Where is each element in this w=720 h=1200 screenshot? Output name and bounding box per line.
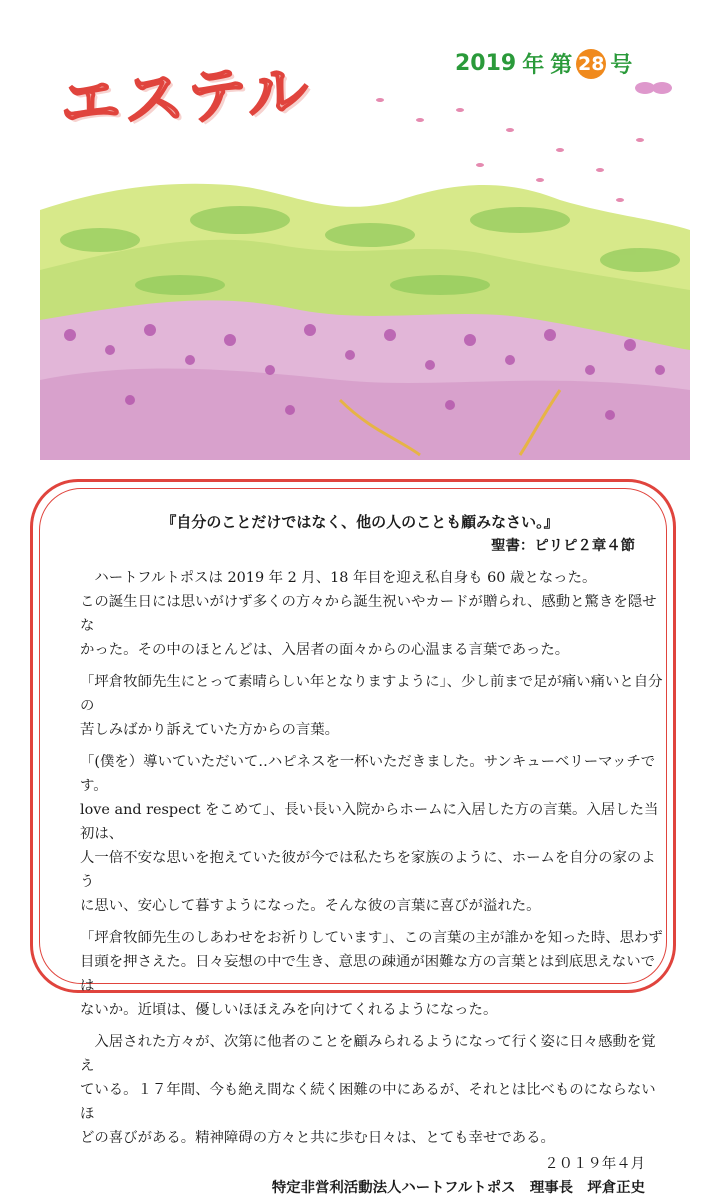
paragraph-line: 目頭を押さえた。日々妄想の中で生き、意思の疎通が困難な方の言葉とは到底思えないでは [80, 954, 656, 994]
paragraph-line: かった。その中のほとんどは、入居者の面々からの心温まる言葉であった。 [80, 642, 570, 658]
paragraph-line: に思い、安心して暮すようになった。そんな彼の言葉に喜びが溢れた。 [80, 898, 541, 914]
paragraph-line: 入居された方々が、次第に他者のことを顧みられるようになって行く姿に日々感動を覚え [80, 1034, 656, 1074]
paragraph-line: 「坪倉牧師先生にとって素晴らしい年となりますように」、少し前まで足が痛い痛いと自分の [80, 674, 663, 714]
article [80, 510, 665, 1200]
paragraph-5 [80, 1030, 665, 1150]
scripture-quote: 『自分のことだけではなく、他の人のことも顧みなさい。』 [161, 513, 559, 531]
paragraph-2 [80, 670, 665, 742]
paragraph-line: ないか。近頃は、優しいほほえみを向けてくれるようになった。 [80, 1002, 498, 1018]
paragraph-line: この誕生日には思いがけず多くの方々から誕生祝いやカードが贈られ、感動と驚きを隠せな [80, 594, 657, 634]
paragraph-line: どの喜びがある。精神障碍の方々と共に歩む日々は、とても幸せである。 [80, 1130, 555, 1146]
flower-field-illustration [40, 70, 690, 460]
issue-number-badge: 28 [576, 49, 606, 79]
scripture-reference: 聖書：ピリピ２章４節 [491, 537, 635, 554]
newsletter-title: エステル [58, 56, 314, 140]
article-signature: 特定非営利活動法人ハートフルトポス 理事長 坪倉正史 [271, 1179, 645, 1196]
issue-year-unit: 年 [522, 53, 545, 78]
paragraph-4 [80, 926, 665, 1022]
paragraph-line: 苦しみばかり訴えていた方からの言葉。 [80, 722, 340, 738]
paragraph-line: 「(僕を）導いていただいて‥ハピネスを一杯いただきました。サンキューベリーマッチです。 [80, 754, 656, 794]
article-date: ２０１９年４月 [544, 1156, 645, 1172]
paragraph-line: 人一倍不安な思いを抱えていた彼が今では私たちを家族のように、ホームを自分の家のよう [80, 850, 656, 890]
paragraph-line: 「坪倉牧師先生のしあわせをお祈りしています」、この言葉の主が誰かを知った時、思わず [80, 930, 663, 946]
issue-suffix: 号 [610, 53, 633, 78]
paragraph-3 [80, 750, 665, 918]
paragraph-line: love and respect をこめて」、長い長い入院からホームに入居した方の言葉。入居した当初は、 [80, 802, 659, 842]
paragraph-1 [80, 566, 665, 662]
issue-year: 2019 [455, 51, 517, 76]
issue-prefix: 第 [550, 53, 573, 78]
paragraph-line: ハートフルトポスは 2019 年 2 月、18 年目を迎え私自身も 60 歳となった。 [94, 570, 597, 586]
paragraph-line: ている。１７年間、今も絶え間なく続く困難の中にあるが、それとは比べものにならないほ [80, 1082, 656, 1122]
